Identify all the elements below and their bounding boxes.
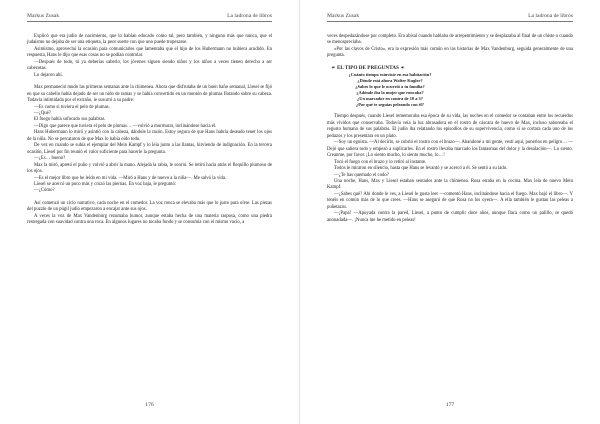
questions-box	[331, 65, 449, 109]
paragraph: —¿Sabes qué? Ahí donde le ves, a Liesel le gusta leer —comentó Hans, inclinándose hacia el fuego. Max bajó el libro—. Y tenéis en común más de lo que crees. —Hans se aseguró de que Rosa no los oyera—. A ella también le gustan las peleas a puñetazos.	[327, 191, 573, 210]
questions-title-text: EL TIPO DE PREGUNTAS	[336, 64, 399, 71]
page-number: 176	[145, 402, 154, 408]
question-line: ¿Sabes lo que le ocurrió a tu familia?	[355, 84, 425, 90]
paragraph: Tocó el fuego con el brazo y lo retiró al instante.	[334, 159, 427, 165]
question-line: ¿Dónde está ahora Walter Kugler?	[357, 78, 423, 83]
paragraph: —¿Qué?	[34, 110, 51, 116]
paragraph: Max permaneció mudo las primeras semanas ante la chimenea. Ahora que disfrutaba de un buen baño semanal, Liesel se fijó en que su cabello había dejado de ser un nido de ramas y se había convertido en un montón de plumas flotando sobre su cabeza. Todavía intimidada por el extraño, le susurró a su padre:	[27, 85, 272, 104]
paragraph: Una noche, Hans, Max y Liesel estaban sentados ante la chimenea. Rosa estaba en la cocina. Max leía de nuevo Mein Kampf.	[327, 179, 573, 191]
paragraph: Lo dejaron ahí.	[34, 72, 63, 78]
header-author: Markus Zusak	[327, 13, 360, 19]
page-body	[27, 34, 272, 227]
paragraph: De vez en cuando se subía el ejemplar del Mein Kampf y lo leía junto a las llamas, hirviendo de indignación. En la tercera ocasión, Liesel por fin reunió el valor suficiente para hacerle la pregunta.	[27, 143, 272, 155]
paragraph: —¡Papá! —Apoyada contra la pared, Liesel, a punto de cumplir doce años, aunque flaca como un palillo, se quedó anonadada—. ¡Nunca me he metido en peleas!	[327, 211, 573, 223]
paragraph: El fuego había sofocado sus palabras.	[34, 117, 106, 123]
paragraph: Asimismo, aprovechó la ocasión para comunicarles que lamentaba que el hijo de los Hubermann no hubiera acudido. En respuesta, Hans le dijo que esas cosas no se podían controlar.	[27, 46, 272, 59]
question-line: ¿Un marcador en contra de 10 a 3?	[357, 96, 423, 102]
paragraph: veces despedazándose por completo. Era abisal cuando hablaba de arrepentimiento y se desplazaba al final de un chiste o cuando se menospreciaba.	[327, 34, 573, 46]
questions-box-title	[331, 65, 449, 71]
question-line: ¿Adónde iba la mujer que roncaba?	[356, 90, 424, 96]
paragraph: —Digo que parece que tuviera el pelo de plumas… —volvió a murmurar, inclinándose hacia él.	[34, 123, 217, 129]
paragraph: Max la miró, apretó el puño y volvió a abrir la mano. Alejada la rabia, le sonrió. Se retiró hacia atrás el flequillo plumoso de los ojos.	[27, 162, 272, 175]
paragraph: —Soy un egoísta. —Al decirlo, se cubrió el rostro con el brazo—. Abandoné a mi gente, vestí aquí, ponerlos en peligro… —Dejó que saliera todo y empezó a suplicarles. En el rostro llevaba marcado los fantasmas del dolor y la desolación—. Lo siento. Creanme, por favor. ¡Lo siento mucho, lo siento mucho, lo…!	[327, 140, 573, 159]
header-title: La ladrona de libros	[227, 13, 272, 19]
page-header	[27, 13, 272, 22]
paragraph: —Después de todo, tú ya deberías saberlo, los jóvenes siguen siendo niños y los niños a veces tienen derecho a ser cabezotas.	[27, 59, 272, 72]
paragraph: —Es como si tuviera el pelo de plumas.	[34, 104, 110, 110]
question-line: ¿Por qué te seguías peleando con él?	[356, 102, 424, 108]
paragraph: Hans Hubermann lo miró y asintió con la cabeza, dándole la razón. Estoy segura de que Hans habría deseado tener los ojos de la niña. No se percataron de que Max lo había oído todo.	[27, 130, 272, 142]
question-line: ¿Cuánto tiempo estuviste en esa habitación?	[348, 71, 432, 77]
page-body	[327, 34, 573, 224]
right-page	[300, 0, 600, 424]
paragraph: Liesel se acercó un poco más y cruzó las piernas. En voz baja, le preguntó:	[34, 181, 177, 187]
fleuron-icon: ☙	[331, 64, 336, 71]
page-number: 177	[445, 402, 455, 408]
paragraph: —¿Es… bueno?	[34, 156, 66, 162]
paragraph: —Es el mejor libro que he leído en mi vida. —Miró a Hans y de nuevo a la niña—. Me salvó la vida.	[34, 175, 227, 181]
paragraph: —¿Te has quemado el codo?	[334, 172, 389, 178]
fleuron-icon: ☙	[400, 64, 405, 71]
paragraph: Así comenzó un ciclo narrativo, cada noche en el comedor. La voz ronca se elevaba más que lo justo para oírse. Las piezas del puzzle de un púgil judío empezaron a encajar ante sus ojos.	[27, 200, 272, 213]
paragraph: —¿Cómo?	[34, 188, 55, 194]
paragraph: Explicó que era judío de nacimiento, que lo habían educado como tal, pero también, y ninguno más que nunca, que el judaísmo no dejaba de ser una etiqueta, la peor suerte con que uno puede tropezarse.	[27, 34, 272, 46]
header-title: La ladrona de libros	[528, 13, 573, 19]
paragraph: Tiempo después, cuando Liesel rememoraba esa época de su vida, las noches en el comedor se contaban entre los recuerdos más vívidos que conservaba. Todavía veía la luz abrasadora en el rostro de cáscara de huevo de Max, incluso saboreaba el regusto humano de sus palabras. El judío iba relatando los episodios de su supervivencia, como si se cortara cada uno de los pedazos y los presentara en un plato.	[327, 114, 573, 139]
paragraph: Todos le miraron en silencio, hasta que Hans se levantó y se acercó a él. Se sentó a su lado.	[334, 166, 508, 172]
paragraph: A veces la voz de Max Vandenburg rezumaba humor, aunque estaba hecha de una materia rasposa, como una piedra restregada con suavidad contra una roca. En algunos lugares no tocaba fondo y se consumía con el mismo vacío, a	[27, 213, 272, 226]
paragraph: «Por las clavos de Cristo», era la expresión más común en las historias de Max Vandenburg, seguida generalmente de una pregunta.	[327, 46, 573, 59]
page-header	[327, 13, 573, 22]
header-author: Markus Zusak	[27, 13, 60, 19]
